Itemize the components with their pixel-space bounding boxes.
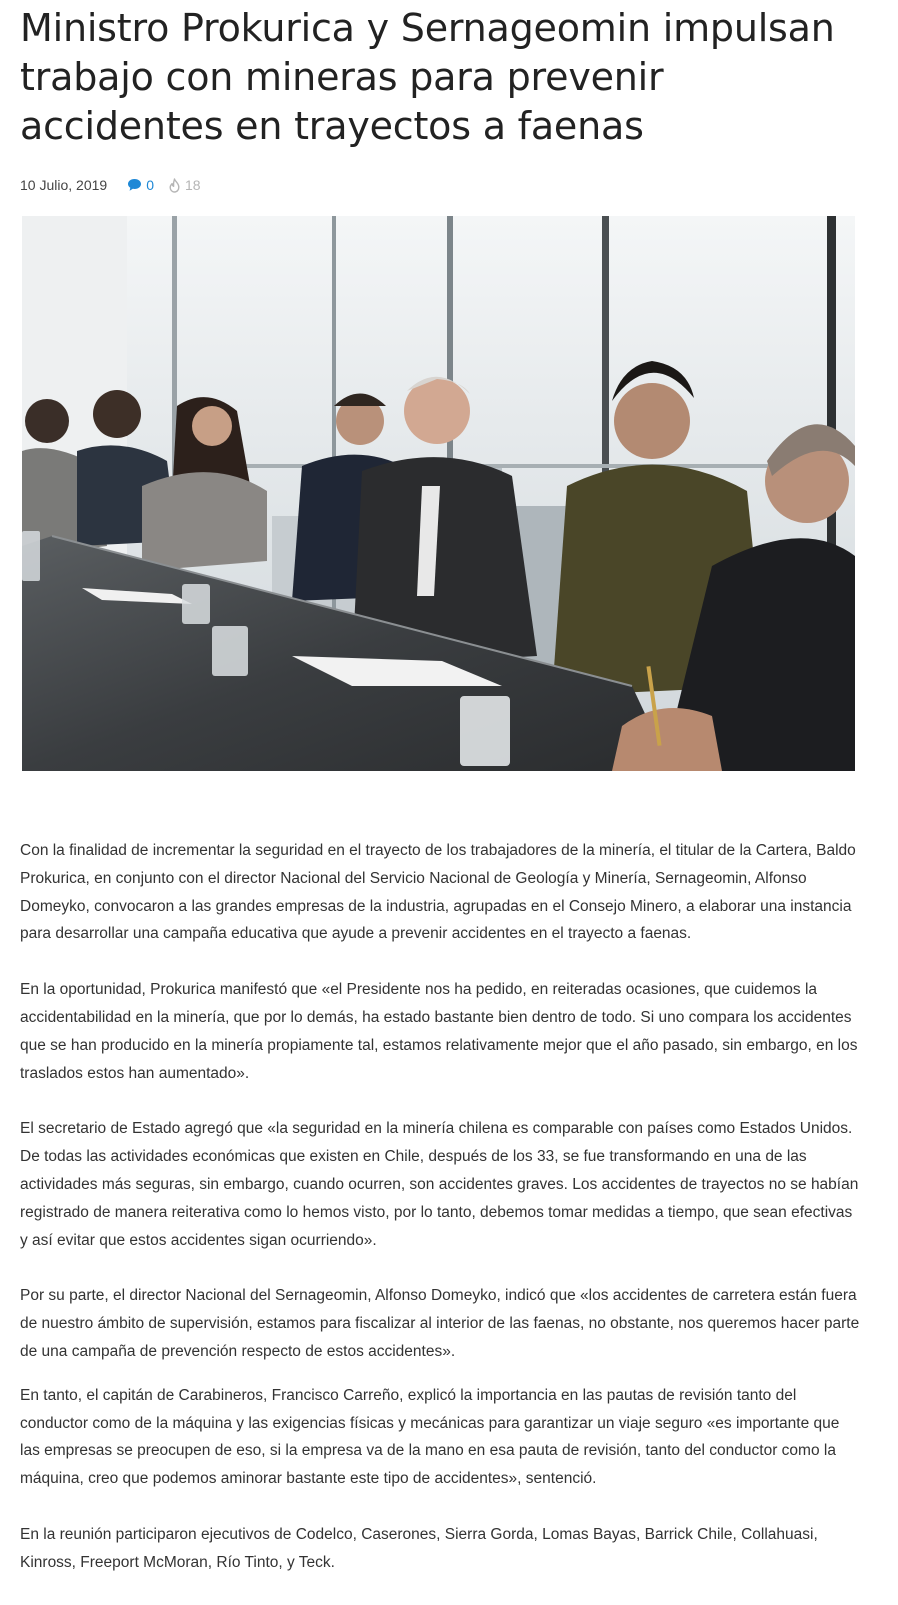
- paragraph: Con la finalidad de incrementar la seguridad en el trayecto de los trabajadores de la minería, el titular de la Cartera, Baldo Prokurica, en conjunto con el director Nacional del Servicio Nacional de Geología y Minería, Sernageomin, Alfonso Domeyko, convocaron a las grandes empresas de la industria, agrupadas en el Consejo Minero, a elaborar una instancia para desarrollar una campaña educativa que ayude a prevenir accidentes en el trayecto a faenas.: [20, 842, 856, 943]
- article-photo: [22, 216, 855, 771]
- article-meta: [20, 175, 860, 195]
- speech-bubble-icon: [127, 178, 142, 192]
- article-title: Ministro Prokurica y Sernageomin impulsan trabajo con mineras para prevenir accidentes en trayectos a faenas: [20, 6, 835, 148]
- paragraph: En tanto, el capitán de Carabineros, Francisco Carreño, explicó la importancia en las pautas de revisión tanto del conductor como de la máquina y las exigencias físicas y mecánicas para garantizar un viaje seguro «es importante que las empresas se preocupen de eso, si la empresa va de la mano en esa pauta de revisión, tanto del conductor como la máquina, creo que podemos aminorar bastante este tipo de accidentes», sentenció.: [20, 1386, 840, 1488]
- views-count: 18: [184, 177, 201, 193]
- comments-link[interactable]: [127, 177, 154, 193]
- paragraph: Por su parte, el director Nacional del Sernageomin, Alfonso Domeyko, indicó que «los accidentes de carretera están fuera de nuestro ámbito de supervisión, estamos para fiscalizar al interior de las faenas, no obstante, nos queremos hacer parte de una campaña de prevención respecto de estos accidentes».: [20, 1287, 860, 1360]
- paragraph: El secretario de Estado agregó que «la seguridad en la minería chilena es comparable con países como Estados Unidos. De todas las actividades económicas que existen en Chile, después de los 33, se fue transformando en una de las actividades más seguras, sin embargo, cuando ocurren, son accidentes graves. Los accidentes de trayectos no se habían registrado de manera reiterativa como lo hemos visto, por lo tanto, debemos tomar medidas a tiempo, que sean efectivas y así evitar que estos accidentes sigan ocurriendo».: [20, 1120, 859, 1249]
- publish-date: 10 Julio, 2019: [20, 177, 108, 193]
- meeting-photo-illustration: [22, 216, 855, 771]
- article-body: [20, 837, 860, 1577]
- views-counter: [168, 177, 201, 193]
- comments-count: 0: [146, 177, 154, 193]
- flame-icon: [168, 178, 181, 193]
- article: [20, 0, 860, 1605]
- paragraph: En la reunión participaron ejecutivos de Codelco, Caserones, Sierra Gorda, Lomas Bayas, Barrick Chile, Collahuasi, Kinross, Freeport McMoran, Río Tinto, y Teck.: [20, 1525, 818, 1571]
- paragraph: En la oportunidad, Prokurica manifestó que «el Presidente nos ha pedido, en reiteradas ocasiones, que cuidemos la accidentabilidad en la minería, que por lo demás, ha estado bastante bien dentro de todo. Si uno compara los accidentes que se han producido en la minería propiamente tal, estamos relativamente mejor que el año pasado, sin embargo, en los traslados estos han aumentado».: [20, 981, 858, 1082]
